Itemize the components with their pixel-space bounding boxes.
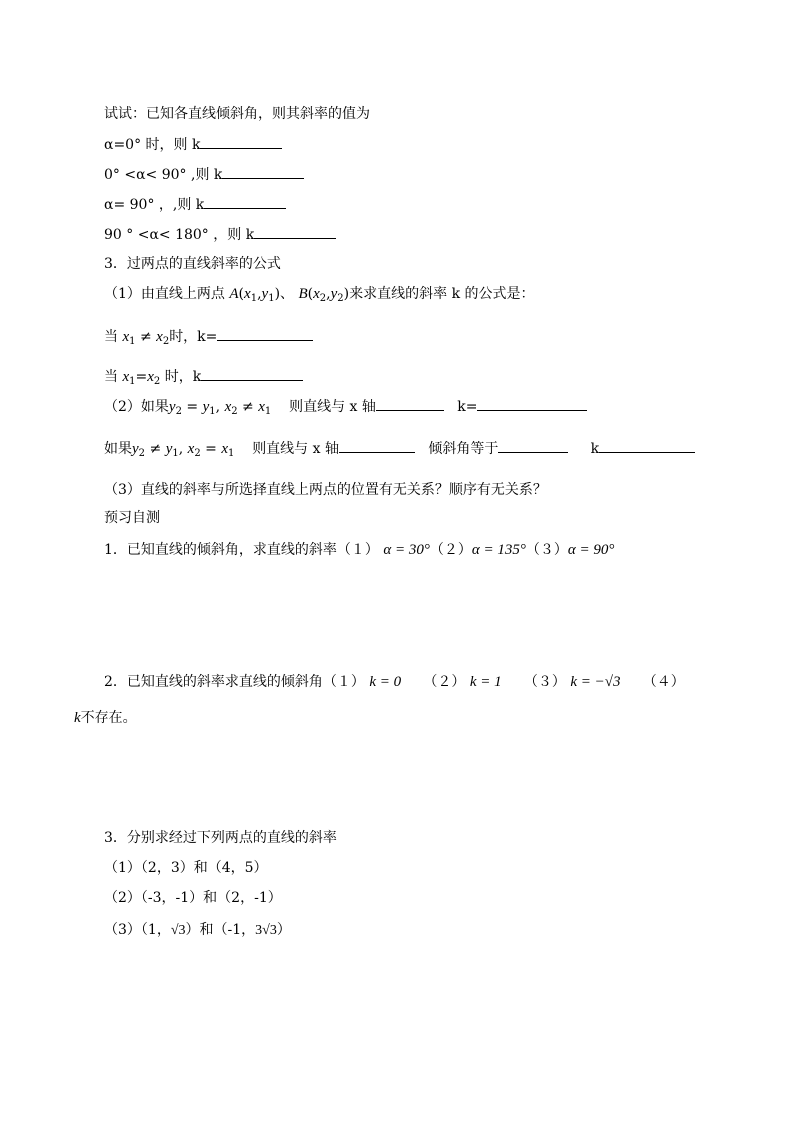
q1-sep-3: （３） [525, 542, 568, 558]
q1-alpha-135: α = 135° [471, 542, 526, 558]
trial-row-2-text: 0° <α< 90° ,则 k [104, 167, 223, 183]
answer-blank[interactable] [217, 326, 313, 341]
question-3-b: （2）（-3，-1）和（2，-1） [104, 890, 282, 906]
answer-blank[interactable] [201, 366, 303, 381]
question-3-c [104, 920, 291, 941]
q3c-sqrt3: √3 [170, 923, 186, 938]
q3c-lead: （3）（1， [104, 922, 171, 938]
question-1-text: 1．已知直线的倾斜角，求直线的斜率（１） [104, 542, 379, 558]
q2-sep-4: （４） [642, 674, 685, 690]
answer-blank[interactable] [376, 396, 444, 411]
formula-p2-k: k= [457, 399, 478, 415]
q1-sep-2: （２） [429, 542, 472, 558]
preview-heading: 预习自测 [104, 510, 160, 526]
q2-k-0: k = 0 [369, 674, 402, 690]
q2-k-var: k [74, 710, 81, 726]
q1-alpha-30: α = 30° [383, 542, 430, 558]
case-not-equal [104, 326, 313, 352]
trial-row-2 [104, 164, 304, 185]
trial-row-3-text: α= 90° ，,则 k [104, 197, 205, 213]
answer-blank[interactable] [200, 134, 282, 149]
trial-row-3 [104, 194, 286, 215]
answer-blank[interactable] [498, 438, 568, 453]
q2-sep-3: （３） [523, 674, 566, 690]
question-2-continued [74, 708, 137, 728]
question-2 [104, 672, 685, 692]
point-b-math: $B(x_2,y_2)$ [298, 286, 350, 304]
formula-p1-lead: （1）由直线上两点 [104, 286, 225, 302]
p2-condition-math: $y_2 = y_1$, $x_2 \ne x_1$ [168, 399, 272, 417]
q2-cont-text: 不存在。 [80, 710, 137, 726]
formula-p1-tail: 来求直线的斜率 k 的公式是： [349, 286, 535, 302]
formula-p1-sep: 、 [280, 286, 295, 302]
q3c-tail: ） [276, 922, 291, 938]
case-ne-tail: 时，k= [169, 329, 218, 345]
formula-p2-mid: 则直线与 x 轴 [289, 399, 376, 415]
formula-p2 [104, 396, 587, 422]
q2-k-1: k = 1 [469, 674, 502, 690]
formula-p2b-k: k [590, 441, 600, 457]
answer-blank[interactable] [339, 438, 415, 453]
formula-p2b-lead: 如果 [104, 441, 132, 457]
q2-sep-2: （２） [423, 674, 466, 690]
answer-blank[interactable] [204, 194, 286, 209]
formula-p1 [104, 284, 535, 309]
case-eq-tail: 时，k [164, 369, 202, 385]
trial-heading: 试试：已知各直线倾斜角，则其斜率的值为 [104, 106, 370, 122]
question-3-a: （1）（2，3）和（4，5） [104, 860, 268, 876]
answer-blank[interactable] [599, 438, 695, 453]
q1-alpha-90: α = 90° [567, 542, 615, 558]
point-a-math: $A(x_1,y_1)$ [229, 286, 281, 304]
formula-p2b [104, 438, 695, 464]
p2b-condition-math: $y_2 \ne y_1$, $x_2 = x_1$ [132, 441, 235, 459]
formula-p2b-angle: 倾斜角等于 [428, 441, 499, 457]
trial-row-4-text: 90 ° <α< 180° ，则 k [104, 227, 255, 243]
answer-blank[interactable] [254, 224, 336, 239]
case-equal [104, 366, 303, 392]
case-ne-lead: 当 [104, 329, 118, 345]
question-3: 3．分别求经过下列两点的直线的斜率 [104, 830, 337, 846]
formula-heading: 3．过两点的直线斜率的公式 [104, 256, 281, 272]
x1-ne-x2-math: $x_1 \ne x_2$ [122, 329, 170, 347]
formula-p2b-mid: 则直线与 x 轴 [252, 441, 339, 457]
trial-row-4 [104, 224, 336, 245]
q2-k-neg-sqrt3: k = −√3 [570, 674, 621, 690]
formula-p3: （3）直线的斜率与所选择直线上两点的位置有无关系？顺序有无关系？ [104, 482, 547, 498]
trial-row-1 [104, 134, 282, 155]
x1-eq-x2-math: $x_1=x_2$ [122, 369, 161, 387]
q3c-3sqrt3: 3√3 [255, 923, 277, 938]
question-1 [104, 540, 614, 560]
case-eq-lead: 当 [104, 369, 118, 385]
q3c-mid: ）和（-1， [185, 922, 256, 938]
answer-blank[interactable] [477, 396, 587, 411]
answer-blank[interactable] [222, 164, 304, 179]
question-2-text: 2．已知直线的斜率求直线的倾斜角（１） [104, 674, 365, 690]
trial-row-1-text: α=0° 时，则 k [104, 137, 201, 153]
formula-p2-lead: （2）如果 [104, 399, 169, 415]
